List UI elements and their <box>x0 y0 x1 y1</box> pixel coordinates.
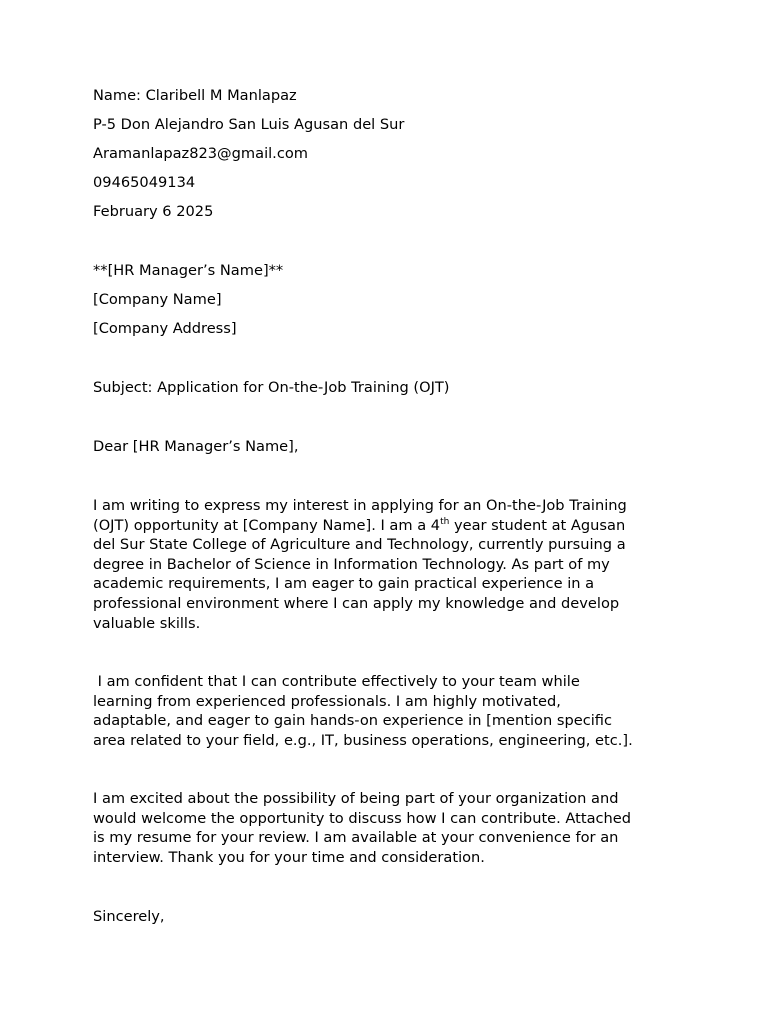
paragraph-line: area related to your field, e.g., IT, business operations, engineering, etc.]. <box>93 731 633 749</box>
recipient-address: [Company Address] <box>93 320 237 337</box>
ordinal-superscript: th <box>440 516 450 527</box>
body-paragraph-1 <box>93 496 683 633</box>
paragraph-line: I am excited about the possibility of being part of your organization and <box>93 790 619 807</box>
body-paragraph-2 <box>93 672 683 750</box>
paragraph-line: I am writing to express my interest in applying for an On-the-Job Training <box>93 497 627 514</box>
paragraph-line: would welcome the opportunity to discuss how I can contribute. Attached <box>93 809 632 827</box>
body-paragraph-3 <box>93 789 683 867</box>
letter-closing: Sincerely, <box>93 908 165 925</box>
paragraph-line: professional environment where I can apply my knowledge and develop <box>93 594 620 612</box>
sender-name: Name: Claribell M Manlapaz <box>93 87 297 104</box>
recipient-name: **[HR Manager’s Name]** <box>93 262 284 279</box>
recipient-company: [Company Name] <box>93 291 222 308</box>
paragraph-line: valuable skills. <box>93 614 201 632</box>
letter-date: February 6 2025 <box>93 203 214 220</box>
paragraph-line: interview. Thank you for your time and consideration. <box>93 848 485 866</box>
paragraph-line: learning from experienced professionals. I am highly motivated, <box>93 692 561 710</box>
paragraph-line <box>93 516 683 536</box>
paragraph-text: year student at Agusan <box>449 516 626 534</box>
sender-address: P-5 Don Alejandro San Luis Agusan del Sur <box>93 116 405 133</box>
paragraph-line: degree in Bachelor of Science in Information Technology. As part of my <box>93 555 610 573</box>
paragraph-line: academic requirements, I am eager to gain practical experience in a <box>93 575 595 593</box>
sender-phone: 09465049134 <box>93 174 196 191</box>
letter-salutation: Dear [HR Manager’s Name], <box>93 438 299 455</box>
paragraph-line: adaptable, and eager to gain hands-on experience in [mention specific <box>93 712 612 730</box>
paragraph-line: del Sur State College of Agriculture and Technology, currently pursuing a <box>93 536 626 554</box>
paragraph-text: (OJT) opportunity at [Company Name]. I am a 4 <box>93 516 441 534</box>
paragraph-line: I am confident that I can contribute effectively to your team while <box>93 673 580 690</box>
paragraph-line: is my resume for your review. I am available at your convenience for an <box>93 829 619 847</box>
sender-email: Aramanlapaz823@gmail.com <box>93 145 308 162</box>
letter-subject: Subject: Application for On-the-Job Training (OJT) <box>93 379 450 396</box>
